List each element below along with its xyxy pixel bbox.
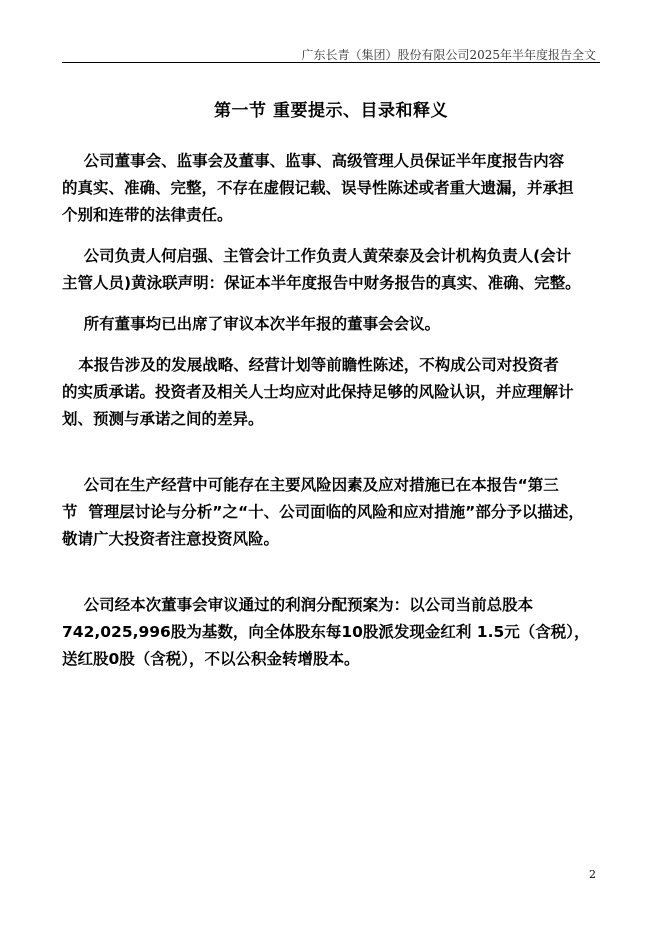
paragraph-line: 公司负责人何启强、主管会计工作负责人黄荣泰及会计机构负责人(会计 xyxy=(62,247,572,265)
page-number: 2 xyxy=(589,868,596,881)
paragraph-directors-attendance xyxy=(62,311,622,338)
paragraph-board-guarantee xyxy=(62,148,622,229)
paragraph-line: 742,025,996股为基数，向全体股东每10股派发现金红利 1.5元（含税）， xyxy=(62,623,590,641)
paragraph-line: 划、预测与承诺之间的差异。 xyxy=(62,410,264,428)
paragraph-line: 的实质承诺。投资者及相关人士均应对此保持足够的风险认识，并应理解计 xyxy=(62,383,574,401)
section-title: 第一节 重要提示、目录和释义 xyxy=(214,101,448,121)
paragraph-line: 公司在生产经营中可能存在主要风险因素及应对措施已在本报告“第三 xyxy=(62,476,559,494)
paragraph-line: 送红股0股（含税），不以公积金转增股本。 xyxy=(62,650,360,668)
running-header: 广东长青（集团）股份有限公司2025年半年度报告全文 xyxy=(301,48,596,62)
paragraph-line: 公司经本次董事会审议通过的利润分配预案为：以公司当前总股本 xyxy=(62,596,534,614)
paragraph-line: 公司董事会、监事会及董事、监事、高级管理人员保证半年度报告内容 xyxy=(62,152,565,170)
paragraph-line: 主管人员)黄泳联声明：保证本半年度报告中财务报告的真实、准确、完整。 xyxy=(62,274,581,292)
paragraph-line: 个别和连带的法律责任。 xyxy=(62,206,233,224)
paragraph-risk-factors xyxy=(62,472,622,553)
paragraph-forward-looking xyxy=(62,352,622,433)
paragraph-profit-distribution xyxy=(62,592,622,673)
paragraph-officers-statement xyxy=(62,243,622,297)
paragraph-line: 本报告涉及的发展战略、经营计划等前瞻性陈述，不构成公司对投资者 xyxy=(62,356,559,374)
paragraph-line: 所有董事均已出席了审议本次半年报的董事会会议。 xyxy=(62,315,441,333)
paragraph-line: 节 管理层讨论与分析”之“十、公司面临的风险和应对措施”部分予以描述， xyxy=(62,503,584,521)
paragraph-line: 的真实、准确、完整，不存在虚假记载、误导性陈述或者重大遗漏，并承担 xyxy=(62,179,574,197)
header-divider xyxy=(62,62,600,63)
paragraph-line: 敬请广大投资者注意投资风险。 xyxy=(62,530,280,548)
